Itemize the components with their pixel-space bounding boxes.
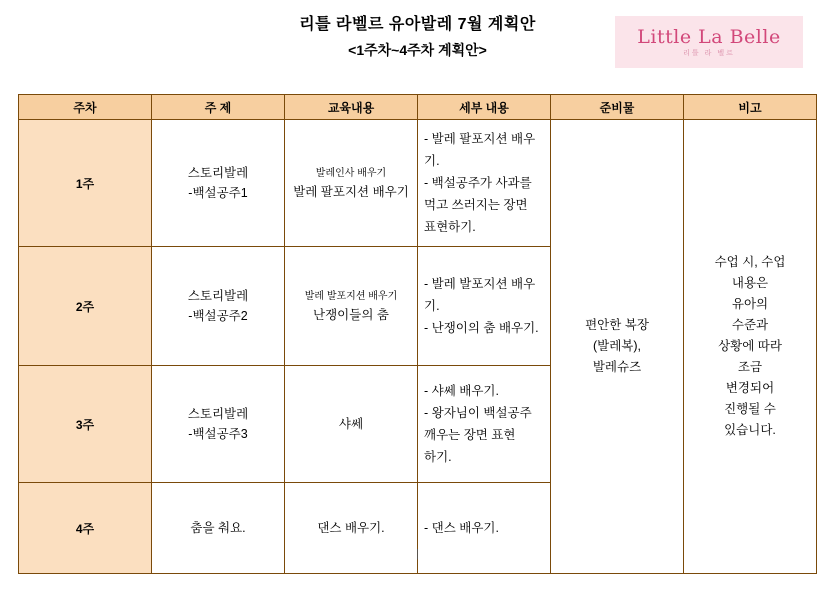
cell-topic-line2: -백설공주1 <box>188 186 248 200</box>
cell-topic-line2: -백설공주2 <box>188 309 248 323</box>
cell-note-line7: 변경되어 <box>725 381 775 395</box>
cell-detail-line1: - 발레 발포지션 배우기. <box>424 277 536 313</box>
cell-week: 2주 <box>19 247 152 366</box>
cell-detail-line2: - 난쟁이의 춤 배우기. <box>424 321 539 335</box>
cell-topic-line1: 춤을 춰요. <box>190 521 246 535</box>
table-header-row <box>19 95 817 120</box>
cell-week: 3주 <box>19 366 152 483</box>
cell-topic <box>152 120 285 247</box>
column-header-education: 교육내용 <box>285 95 418 120</box>
cell-prep-line3: 발레슈즈 <box>592 360 642 374</box>
cell-education-small: 발레 발포지션 배우기 <box>304 291 398 302</box>
cell-detail-line1: - 샤쎄 배우기. <box>424 384 499 398</box>
cell-topic-line1: 스토리발레 <box>187 289 249 303</box>
cell-education-main: 샤쎄 <box>338 416 364 431</box>
cell-prep <box>551 120 684 574</box>
cell-topic-line1: 스토리발레 <box>187 166 249 180</box>
cell-week: 1주 <box>19 120 152 247</box>
cell-note-line2: 내용은 <box>731 276 769 290</box>
cell-detail-line2: - 백설공주가 사과를 먹고 쓰러지는 장면 <box>424 176 532 212</box>
cell-education <box>285 366 418 483</box>
cell-detail-line1: - 발레 팔포지션 배우기. <box>424 132 536 168</box>
cell-detail <box>418 366 551 483</box>
cell-education-main: 난쟁이들의 춤 <box>313 308 389 322</box>
cell-note-line3: 유아의 <box>731 297 769 311</box>
logo-main-text: Little La Belle <box>637 25 781 48</box>
footer-mark: | <box>416 548 419 560</box>
cell-education-main: 발레 팔포지션 배우기 <box>293 185 409 199</box>
column-header-week: 주차 <box>19 95 152 120</box>
cell-detail-line3: 표현하기. <box>424 220 476 234</box>
cell-note-line9: 있습니다. <box>724 423 776 437</box>
logo-sub-text: 리틀 라 벨르 <box>683 49 735 57</box>
page-subtitle: <1주차~4주차 계획안> <box>348 42 487 58</box>
cell-detail <box>418 120 551 247</box>
cell-note-line5: 상황에 따라 <box>718 339 782 353</box>
cell-note-line4: 수준과 <box>731 318 769 332</box>
cell-detail-line2: - 왕자님이 백설공주 깨우는 장면 표현 <box>424 406 532 442</box>
cell-note-line8: 진행될 수 <box>724 402 776 416</box>
column-header-prep: 준비물 <box>551 95 684 120</box>
column-header-detail: 세부 내용 <box>418 95 551 120</box>
cell-prep-line1: 편안한 복장 <box>585 318 649 332</box>
cell-note-line1: 수업 시, 수업 <box>714 255 786 269</box>
cell-topic <box>152 366 285 483</box>
brand-logo <box>615 16 803 68</box>
column-header-topic: 주 제 <box>152 95 285 120</box>
cell-topic-line2: -백설공주3 <box>188 427 248 441</box>
cell-note <box>684 120 817 574</box>
cell-detail <box>418 247 551 366</box>
cell-education-small: 발레인사 배우기 <box>315 168 387 179</box>
cell-detail-line3: 하기. <box>424 450 452 464</box>
table-row <box>19 120 817 247</box>
cell-education <box>285 120 418 247</box>
page-title: 리틀 라벨르 유아발레 7월 계획안 <box>299 16 536 33</box>
cell-note-line6: 조금 <box>737 360 763 374</box>
cell-education-main: 댄스 배우기. <box>317 520 385 535</box>
cell-topic-line1: 스토리발레 <box>187 407 249 421</box>
cell-detail-line1: - 댄스 배우기. <box>424 521 499 535</box>
cell-education <box>285 247 418 366</box>
cell-topic <box>152 247 285 366</box>
plan-table <box>18 94 817 574</box>
cell-prep-line2: (발레복), <box>592 339 642 353</box>
cell-week: 4주 <box>19 483 152 574</box>
column-header-note: 비고 <box>684 95 817 120</box>
